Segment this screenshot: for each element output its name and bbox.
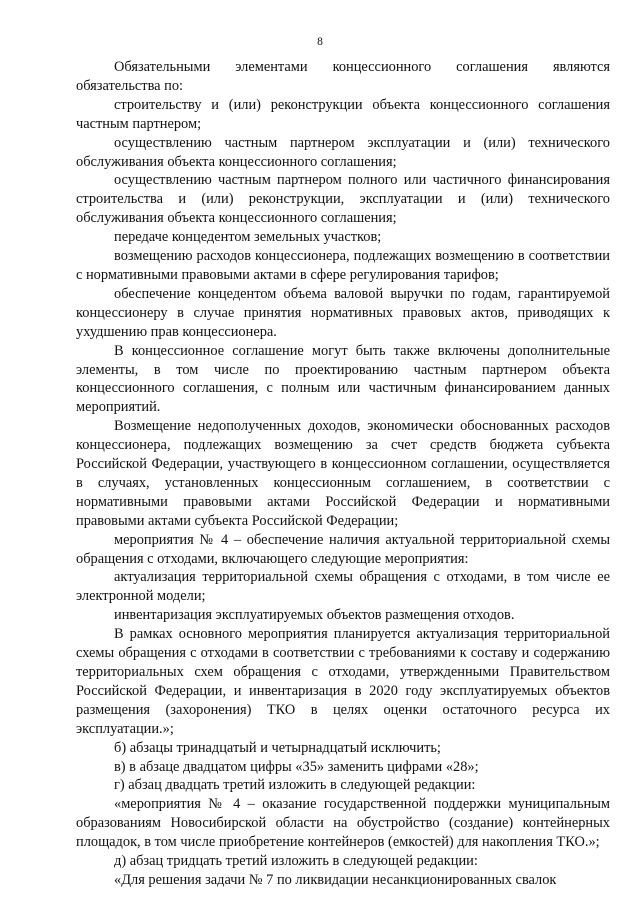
paragraph: б) абзацы тринадцатый и четырнадцатый исключить; <box>114 739 441 756</box>
paragraph: Обязательными элементами концессионного соглашения являются обязательства по: <box>76 59 610 94</box>
paragraph: обеспечение концедентом объема валовой выручки по годам, гарантируемой концессионеру в случае принятия нормативных правовых актов, приводящих к ухудшению прав концессионера. <box>76 285 610 340</box>
document-body <box>76 58 610 890</box>
paragraph: актуализация территориальной схемы обращения с отходами, в том числе ее электронной модели; <box>76 569 610 605</box>
paragraph: д) абзац тридцать третий изложить в следующей редакции: <box>114 853 478 870</box>
paragraph: возмещению расходов концессионера, подлежащих возмещению в соответствии с нормативными правовыми актами в сфере регулирования тарифов; <box>76 248 610 283</box>
paragraph: осуществлению частным партнером полного или частичного финансирования строительства и (или) реконструкции, эксплуатации и (или) технического обслуживания объекта концессионного соглашения; <box>76 172 610 227</box>
paragraph: В рамках основного мероприятия планируется актуализация территориальной схемы обращения с отходами в соответствии с требованиями к составу и содержанию территориальных схем обращения с отходами, утвержденными Правительством Российской Федерации, и инвентаризация в 2020 году эксплуатируемых объектов размещения (захоронения) ТКО в целях оценки остаточного ресурса их эксплуатации.»; <box>76 626 610 737</box>
paragraph: строительству и (или) реконструкции объекта концессионного соглашения частным партнером; <box>76 96 610 132</box>
paragraph: в) в абзаце двадцатом цифры «35» заменить цифрами «28»; <box>114 758 479 775</box>
paragraph: осуществлению частным партнером эксплуатации и (или) технического обслуживания объекта концессионного соглашения; <box>76 134 610 170</box>
paragraph: В концессионное соглашение могут быть также включены дополнительные элементы, в том числе по проектированию частным партнером объекта концессионного соглашения, с полным или частичным финансированием данных мероприятий. <box>76 342 610 416</box>
paragraph: «Для решения задачи № 7 по ликвидации несанкционированных свалок <box>114 871 557 888</box>
paragraph: Возмещение недополученных доходов, экономически обоснованных расходов концессионера, подлежащих возмещению за счет средств бюджета субъекта Российской Федерации, участвующего в концессионном соглашении, осуществляется в случаях, установленных концессионным соглашением, в соответствии с нормативными правовыми актами Российской Федерации и нормативными правовыми актами субъекта Российской Федерации; <box>76 418 610 529</box>
paragraph: инвентаризация эксплуатируемых объектов размещения отходов. <box>114 607 515 624</box>
paragraph: передаче концедентом земельных участков; <box>114 229 382 246</box>
page-number: 8 <box>317 36 323 48</box>
paragraph: «мероприятия № 4 – оказание государственной поддержки муниципальным образованиям Новосибирской области на обустройство (создание) контейнерных площадок, в том числе приобретение контейнеров (емкостей) для накопления ТКО.»; <box>76 796 610 851</box>
paragraph: г) абзац двадцать третий изложить в следующей редакции: <box>114 777 476 794</box>
paragraph: мероприятия № 4 – обеспечение наличия актуальной территориальной схемы обращения с отходами, включающего следующие мероприятия: <box>76 531 610 567</box>
